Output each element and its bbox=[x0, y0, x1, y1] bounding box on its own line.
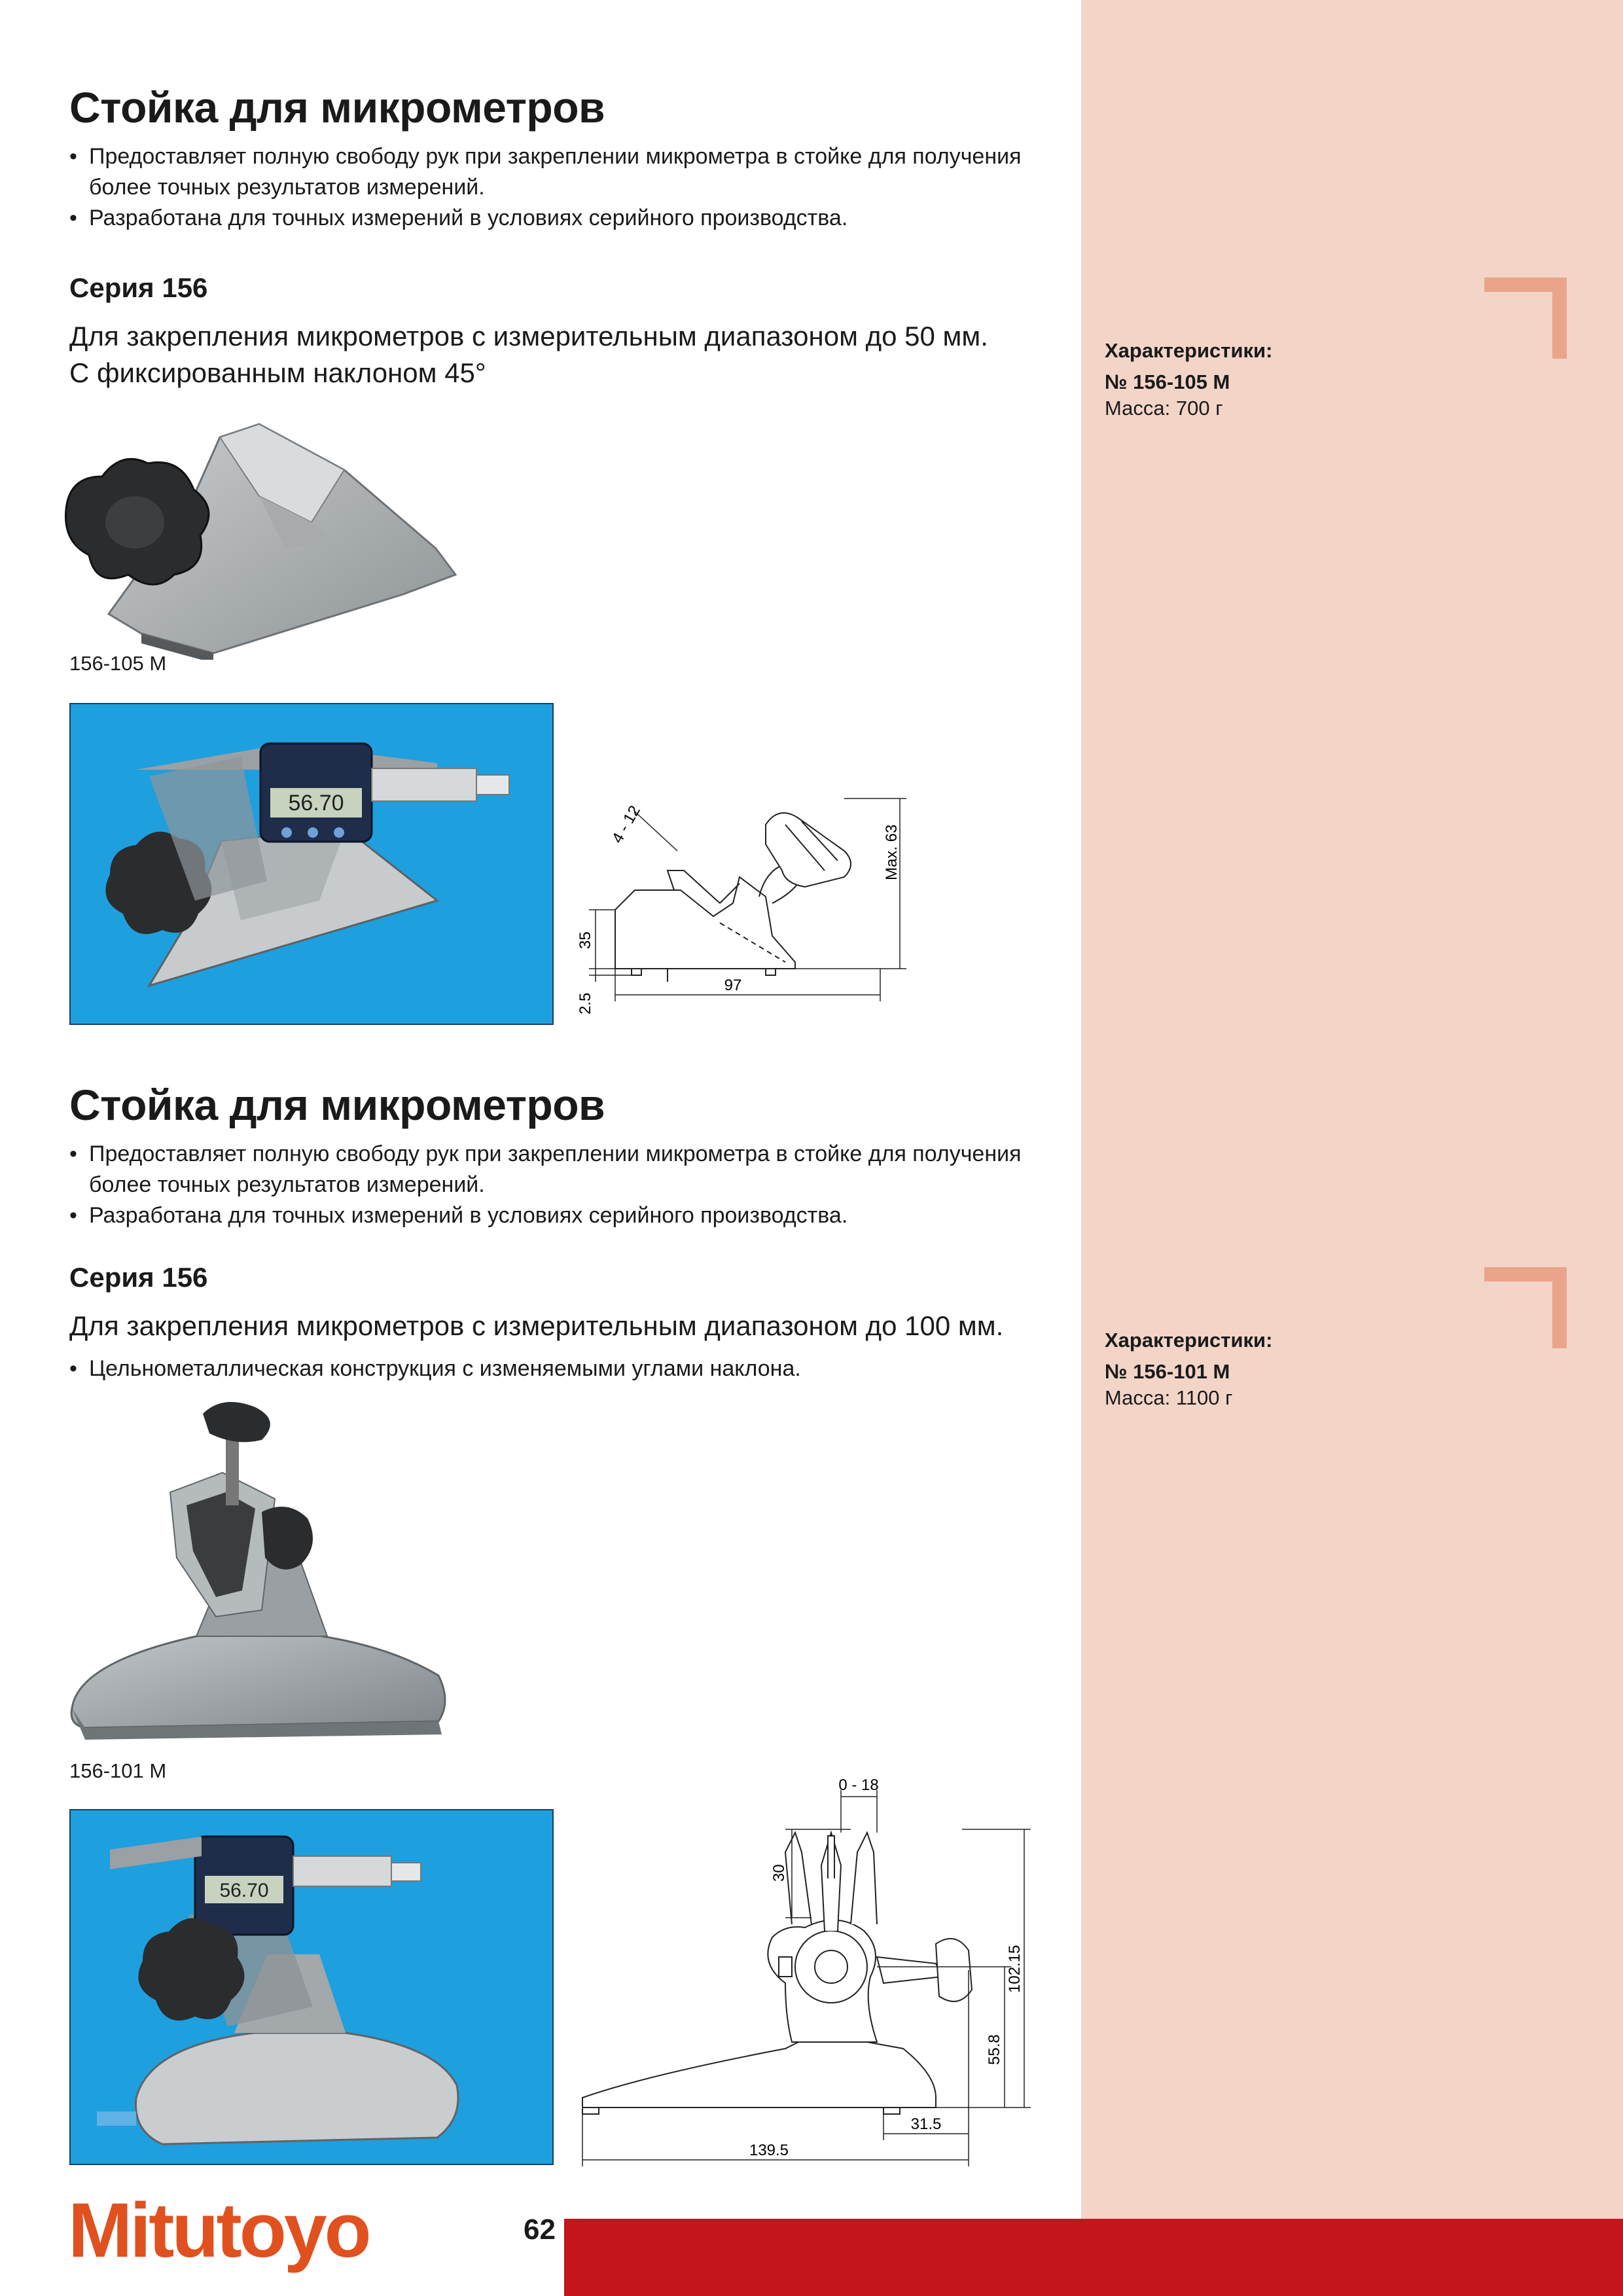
description bbox=[69, 1308, 1003, 1344]
description-line: Для закрепления микрометров с измерительным диапазоном до 50 мм. bbox=[69, 321, 988, 351]
brand-logo: Mitutoyo bbox=[68, 2187, 369, 2274]
dimension-label: 102.15 bbox=[1006, 1945, 1024, 1993]
description-line: С фиксированным наклоном 45° bbox=[69, 357, 486, 388]
technical-drawing-1 bbox=[569, 772, 949, 1034]
description bbox=[69, 318, 988, 391]
product-photo-stand-45 bbox=[63, 398, 462, 660]
spec-model-number: № 156-101 M bbox=[1105, 1360, 1230, 1383]
spec-label: Характеристики: bbox=[1105, 339, 1273, 362]
product-section-2 bbox=[69, 1079, 1051, 1231]
feature-list bbox=[69, 141, 1051, 234]
product-photo-in-use-2 bbox=[69, 1809, 554, 2165]
feature-item: • Предоставляет полную свободу рук при закреплении микрометра в стойке для получения более точных результатов измерений. bbox=[69, 1139, 1051, 1200]
product-caption: 156-105 M bbox=[69, 652, 167, 675]
feature-list bbox=[69, 1139, 1051, 1231]
feature-list-extra bbox=[69, 1354, 1051, 1384]
product-caption: 156-101 M bbox=[69, 1759, 167, 1782]
micrometer-illustration bbox=[71, 1810, 552, 2164]
product-photo-stand-adjustable bbox=[65, 1394, 452, 1741]
dimension-label: 30 bbox=[770, 1864, 788, 1882]
page-number: 62 bbox=[524, 2214, 556, 2246]
dimension-label: 2.5 bbox=[577, 992, 594, 1014]
series-heading: Серия 156 bbox=[69, 272, 208, 303]
feature-item: • Цельнометаллическая конструкция с изменяемыми углами наклона. bbox=[69, 1354, 1051, 1384]
dimension-label: 97 bbox=[724, 977, 742, 994]
dimension-label: 4 - 12 bbox=[608, 802, 644, 846]
dimension-label: 55.8 bbox=[986, 2034, 1003, 2065]
spec-block-2 bbox=[1105, 1325, 1563, 1414]
dimension-label: 139.5 bbox=[749, 2142, 789, 2159]
product-photo-in-use-1 bbox=[69, 703, 554, 1025]
technical-drawing-2 bbox=[569, 1767, 1054, 2186]
footer-bar bbox=[564, 2219, 1623, 2296]
section-title: Стойка для микрометров bbox=[69, 1081, 605, 1129]
dimension-label: 31.5 bbox=[910, 2115, 942, 2133]
spec-mass: Масса: 700 г bbox=[1105, 397, 1223, 420]
micrometer-illustration bbox=[71, 704, 552, 1024]
dimension-label: Max. 63 bbox=[883, 824, 901, 880]
series-heading: Серия 156 bbox=[69, 1262, 208, 1293]
section-title: Стойка для микрометров bbox=[69, 83, 605, 132]
feature-item: • Разработана для точных измерений в условиях серийного производства. bbox=[69, 203, 1051, 234]
spec-label: Характеристики: bbox=[1105, 1329, 1273, 1352]
micrometer-display: 56.70 bbox=[288, 791, 344, 816]
dimension-label: 35 bbox=[577, 931, 594, 949]
spec-mass: Масса: 1100 г bbox=[1105, 1386, 1233, 1409]
feature-item: • Разработана для точных измерений в условиях серийного производства. bbox=[69, 1200, 1051, 1231]
dimension-label: 0 - 18 bbox=[838, 1776, 879, 1794]
feature-item: • Предоставляет полную свободу рук при закреплении микрометра в стойке для получения более точных результатов измерений. bbox=[69, 141, 1051, 203]
spec-block-1 bbox=[1105, 335, 1563, 424]
spec-model-number: № 156-105 M bbox=[1105, 370, 1230, 393]
product-section-1 bbox=[69, 81, 1051, 234]
description-line: Для закрепления микрометров с измерительным диапазоном до 100 мм. bbox=[69, 1310, 1004, 1341]
micrometer-display: 56.70 bbox=[219, 1880, 269, 1901]
